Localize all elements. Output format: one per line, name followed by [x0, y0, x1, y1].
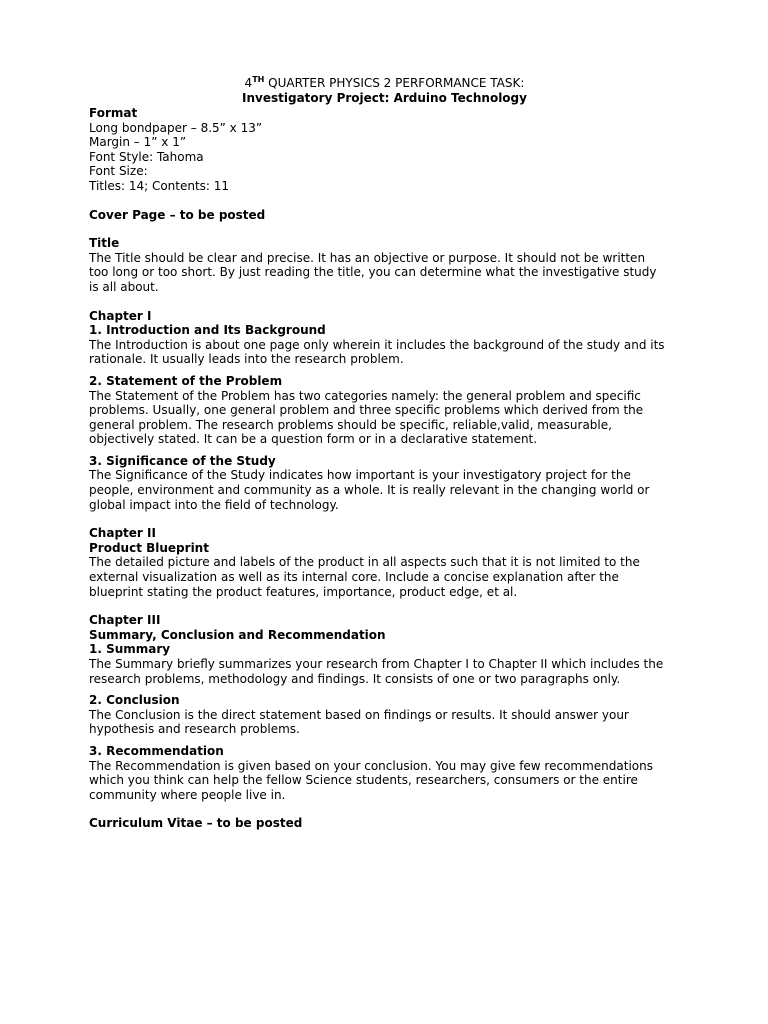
summary-heading: 1. Summary — [89, 642, 171, 657]
paragraph-line: The Significance of the Study indicates how important is your investigatory project for the — [89, 468, 631, 483]
title-text: QUARTER PHYSICS 2 PERFORMANCE TASK: — [264, 76, 525, 90]
format-line: Long bondpaper – 8.5” x 13” — [89, 120, 263, 135]
paragraph-line: The Summary briefly summarizes your research from Chapter I to Chapter II which includes the — [89, 657, 664, 671]
paragraph-line: The Recommendation is given based on your conclusion. You may give few recommendations — [89, 758, 653, 773]
paragraph-line: general problem. The research problems should be specific, reliable,valid, measurable, — [89, 417, 612, 432]
paragraph-line: is all about. — [89, 279, 159, 294]
title-line-1 — [87, 76, 682, 91]
title-ordinal-suffix: TH — [252, 75, 265, 84]
paragraph-line: The Statement of the Problem has two categories namely: the general problem and specific — [89, 388, 641, 403]
title-number: 4 — [244, 76, 253, 90]
paragraph-line: community where people live in. — [89, 787, 286, 802]
paragraph-line: rationale. It usually leads into the research problem. — [89, 352, 404, 367]
title-section-heading: Title — [89, 236, 120, 251]
paragraph-line: The Conclusion is the direct statement based on findings or results. It should answer your — [89, 707, 629, 722]
chapter-2-heading: Chapter II — [89, 526, 156, 541]
chapter-3-subheading: Summary, Conclusion and Recommendation — [89, 627, 386, 642]
paragraph-line: which you think can help the fellow Science students, researchers, consumers or the entire — [89, 773, 638, 788]
format-heading: Format — [89, 106, 138, 120]
significance-heading: 3. Significance of the Study — [89, 453, 276, 468]
conclusion-heading: 2. Conclusion — [89, 693, 180, 708]
title-subtitle: Investigatory Project: Arduino Technology — [242, 91, 527, 105]
chapter-3-heading: Chapter III — [89, 613, 161, 628]
format-line: Margin – 1” x 1” — [89, 135, 187, 150]
paragraph-line: problems. Usually, one general problem and three specific problems which derived from the — [89, 403, 644, 418]
paragraph-line: hypothesis and research problems. — [89, 722, 300, 737]
recommendation-heading: 3. Recommendation — [89, 743, 224, 758]
format-line: Font Size: — [89, 164, 148, 179]
paragraph-line: global impact into the field of technology. — [89, 497, 339, 512]
cover-page-note: Cover Page – to be posted — [89, 207, 266, 222]
paragraph-line: research problems, methodology and findings. It consists of one or two paragraphs only. — [89, 671, 621, 686]
chapter-1-heading: Chapter I — [89, 308, 152, 323]
curriculum-vitae-note: Curriculum Vitae – to be posted — [89, 816, 303, 831]
paragraph-line: external visualization as well as its internal core. Include a concise explanation after the — [89, 570, 619, 585]
statement-of-problem-heading: 2. Statement of the Problem — [89, 373, 283, 388]
format-line: Font Style: Tahoma — [89, 149, 204, 164]
paragraph-line: people, environment and community as a whole. It is really relevant in the changing world or — [89, 483, 650, 498]
paragraph-line: blueprint stating the product features, importance, product edge, et al. — [89, 584, 518, 599]
product-blueprint-heading: Product Blueprint — [89, 540, 209, 555]
document-body — [89, 106, 682, 831]
paragraph-line: The detailed picture and labels of the product in all aspects such that it is not limited to the — [89, 555, 640, 570]
paragraph-line: too long or too short. By just reading the title, you can determine what the investigative study — [89, 265, 657, 280]
paragraph-line: The Title should be clear and precise. It has an objective or purpose. It should not be written — [89, 250, 646, 265]
paragraph-line: The Introduction is about one page only wherein it includes the background of the study and its — [89, 337, 665, 352]
paragraph-line: objectively stated. It can be a question form or in a declarative statement. — [89, 432, 538, 447]
document-title — [87, 76, 682, 106]
format-line: Titles: 14; Contents: 11 — [89, 178, 230, 193]
introduction-heading: 1. Introduction and Its Background — [89, 323, 326, 338]
